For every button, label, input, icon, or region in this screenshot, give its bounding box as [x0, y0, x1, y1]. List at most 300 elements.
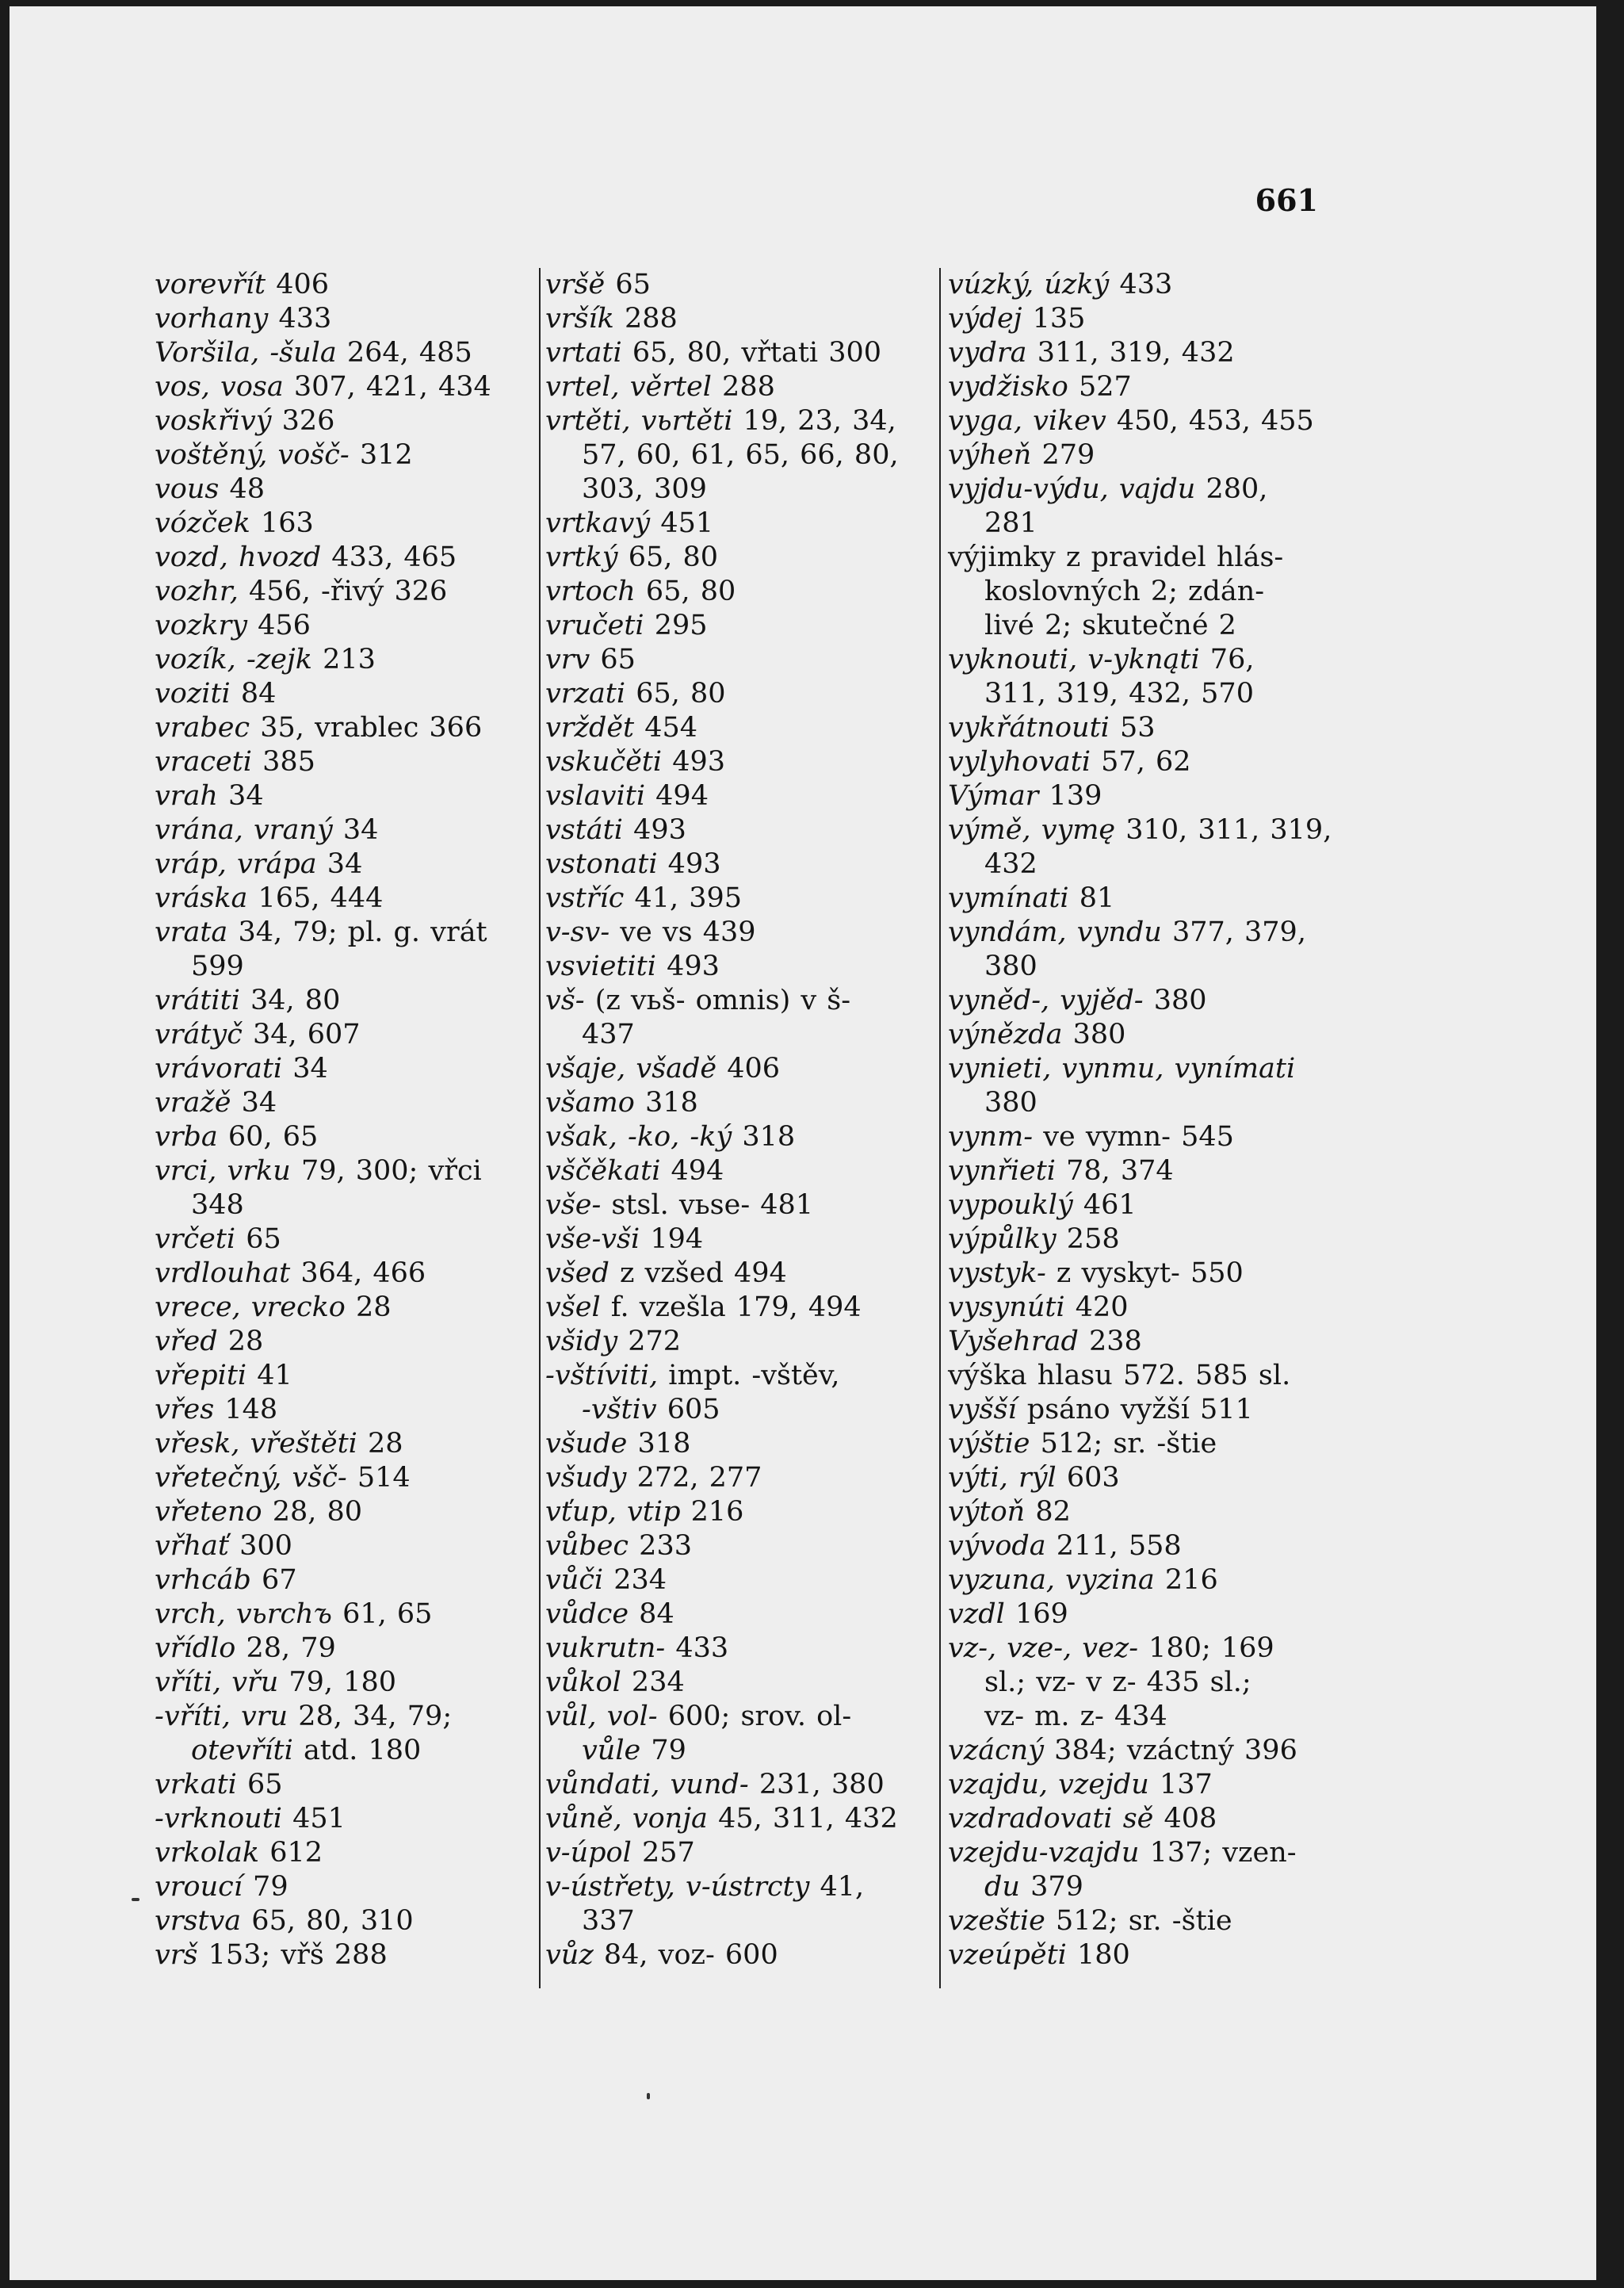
- headword: vrátyč: [155, 1019, 243, 1050]
- index-entry-continuation: [948, 1666, 1348, 1700]
- index-entry: [155, 1052, 527, 1086]
- index-entry-continuation: [545, 1904, 942, 1938]
- page-references: 348: [191, 1189, 244, 1221]
- index-entry: [545, 1768, 942, 1802]
- index-entry: [155, 916, 527, 950]
- index-entry: [155, 1938, 527, 1972]
- headword: Vyšehrad: [948, 1326, 1079, 1357]
- headword: vrčeti: [155, 1223, 236, 1255]
- headword: všudy: [545, 1462, 627, 1494]
- page-references: 79, 180: [278, 1666, 396, 1698]
- page-references: 153; vřš 288: [197, 1939, 388, 1971]
- page-references: 65, 80: [625, 678, 726, 710]
- page-references: 432: [984, 848, 1037, 880]
- index-entry: [545, 711, 942, 745]
- headword: vz-, vze-, vez-: [948, 1632, 1139, 1664]
- index-entry: [545, 882, 942, 916]
- index-entry: [545, 1120, 942, 1154]
- index-entry: [155, 1666, 527, 1700]
- index-entry: [545, 1495, 942, 1529]
- headword: vrždět: [545, 712, 635, 744]
- page-references: 272: [617, 1326, 682, 1357]
- column-divider-2: [939, 268, 941, 1988]
- page-references: 79: [640, 1735, 686, 1766]
- index-entry: [155, 1768, 527, 1802]
- index-entry: [545, 1291, 942, 1325]
- headword: vúzký, úzký: [948, 269, 1110, 300]
- page-references: 257: [631, 1837, 695, 1869]
- index-entry: [948, 1632, 1348, 1666]
- index-entry: [948, 1222, 1348, 1257]
- page-references: 19, 23, 34,: [732, 405, 896, 437]
- page-references: 28: [345, 1291, 392, 1323]
- index-entry: [948, 1802, 1348, 1836]
- page-references: 81: [1068, 882, 1115, 914]
- page-references: 28, 79: [235, 1632, 336, 1664]
- index-entry: [545, 370, 942, 404]
- dictionary-page: [10, 6, 1596, 2280]
- index-entry: [948, 1563, 1348, 1597]
- margin-mark: [132, 1898, 139, 1901]
- index-entry: [155, 1393, 527, 1427]
- index-entry: [155, 1529, 527, 1563]
- page-references: 41,: [809, 1871, 865, 1903]
- headword: vřes: [155, 1394, 215, 1425]
- headword: v-sv-: [545, 916, 610, 948]
- page-references: 60, 65: [217, 1121, 319, 1153]
- headword: vražě: [155, 1087, 231, 1119]
- page-references: impt. -vštěv,: [658, 1360, 840, 1391]
- headword: vzejdu-vzajdu: [948, 1837, 1140, 1869]
- headword: vyněd-, vyjěd-: [948, 985, 1144, 1016]
- index-entry: [948, 404, 1348, 438]
- headword: vřed: [155, 1326, 218, 1357]
- headword: vzeúpěti: [948, 1939, 1067, 1971]
- page-references: 34: [282, 1053, 328, 1085]
- page-references: výjimky z pravidel hlás-: [948, 541, 1284, 573]
- headword: vydra: [948, 337, 1027, 369]
- page-references: 364, 466: [290, 1257, 426, 1289]
- page-references: 137; vzen-: [1139, 1837, 1297, 1869]
- headword: vzdl: [948, 1598, 1005, 1630]
- index-entry: [545, 677, 942, 711]
- page-references: 318: [732, 1121, 796, 1153]
- page-references: 35, vrablec 366: [250, 712, 483, 744]
- page-references: 67: [250, 1564, 297, 1596]
- headword: vzdradovati sě: [948, 1803, 1154, 1835]
- headword: -vrknouti: [155, 1803, 282, 1835]
- index-entry: [948, 438, 1348, 473]
- page-references: koslovných 2; zdán-: [984, 576, 1265, 607]
- page-references: vz- m. z- 434: [984, 1701, 1167, 1732]
- page-references: 34, 80: [239, 985, 341, 1016]
- page-references: ve vs 439: [609, 916, 756, 948]
- index-entry: [155, 1018, 527, 1052]
- index-entry: [948, 1120, 1348, 1154]
- headword: vorhany: [155, 303, 269, 335]
- index-entry: [948, 984, 1348, 1018]
- headword: vzeštie: [948, 1905, 1045, 1937]
- index-entry: [155, 268, 527, 302]
- headword: vyšší: [948, 1394, 1017, 1425]
- index-entry: [545, 1597, 942, 1632]
- headword: všaje, všadě: [545, 1053, 717, 1085]
- index-entry: [948, 1325, 1348, 1359]
- page-references: 406: [716, 1053, 781, 1085]
- page-references: 326: [271, 405, 335, 437]
- headword: vroucí: [155, 1871, 243, 1903]
- index-entry: [155, 1291, 527, 1325]
- index-entry: [545, 1086, 942, 1120]
- index-entry: [545, 813, 942, 847]
- page-references: (z vьš- omnis) v š-: [584, 985, 851, 1016]
- page-references: 238: [1078, 1326, 1142, 1357]
- index-entry-continuation: [545, 473, 942, 507]
- index-entry: [948, 302, 1348, 336]
- headword: všamo: [545, 1087, 635, 1119]
- headword: vslaviti: [545, 780, 646, 812]
- index-entry: [948, 1393, 1348, 1427]
- page-references: 379: [1019, 1871, 1083, 1903]
- index-entry: [948, 1529, 1348, 1563]
- headword: vše-vši: [545, 1223, 640, 1255]
- page-references: 514: [346, 1462, 411, 1494]
- page-references: 380: [1062, 1019, 1126, 1050]
- headword: vřesk, vřeštěti: [155, 1428, 357, 1460]
- page-references: 65: [590, 644, 636, 675]
- index-entry: [155, 1597, 527, 1632]
- index-entry: [948, 1461, 1348, 1495]
- index-entry: [545, 1666, 942, 1700]
- index-entry: [545, 643, 942, 677]
- index-entry: [948, 1768, 1348, 1802]
- page-references: výška hlasu 572. 585 sl.: [948, 1360, 1291, 1391]
- headword: výpůlky: [948, 1223, 1057, 1255]
- page-references: 310, 311, 319,: [1115, 814, 1332, 846]
- index-entry: [948, 1938, 1348, 1972]
- index-entry: [155, 1836, 527, 1870]
- page-references: 57, 60, 61, 65, 66, 80,: [582, 439, 899, 471]
- headword: vůdce: [545, 1598, 629, 1630]
- headword: otevříti: [191, 1735, 293, 1766]
- index-entry: [155, 370, 527, 404]
- headword: vše-: [545, 1189, 602, 1221]
- index-entry: [545, 1870, 942, 1904]
- headword: vťup, vtip: [545, 1496, 681, 1528]
- headword: vozík, -zejk: [155, 644, 312, 675]
- page-references: 65: [605, 269, 651, 300]
- page-references: 493: [662, 746, 725, 778]
- headword: vstáti: [545, 814, 623, 846]
- page-references: 84: [230, 678, 277, 710]
- headword: vřídlo: [155, 1632, 236, 1664]
- headword: vráp, vrápa: [155, 848, 317, 880]
- index-entry: [545, 1154, 942, 1188]
- index-entry: [155, 1086, 527, 1120]
- index-entry: [155, 677, 527, 711]
- index-entry: [155, 1802, 527, 1836]
- headword: vrtoch: [545, 576, 636, 607]
- index-entry: [155, 302, 527, 336]
- index-entry: [948, 473, 1348, 507]
- index-entry: [545, 541, 942, 575]
- page-references: z vyskyt- 550: [1045, 1257, 1244, 1289]
- headword: -vštíviti,: [545, 1360, 659, 1391]
- index-entry: [545, 1563, 942, 1597]
- index-entry: [155, 1461, 527, 1495]
- page-references: 135: [1022, 303, 1086, 335]
- headword: v-ústřety, v-ústrcty: [545, 1871, 810, 1903]
- index-entry: [155, 507, 527, 541]
- index-entry-continuation: [948, 1870, 1348, 1904]
- headword: vymínati: [948, 882, 1069, 914]
- page-references: 234: [603, 1564, 667, 1596]
- headword: vyndám, vyndu: [948, 916, 1162, 948]
- page-references: 303, 309: [582, 473, 707, 505]
- index-entry: [155, 1700, 527, 1734]
- headword: vraceti: [155, 746, 252, 778]
- page-references: 165, 444: [247, 882, 384, 914]
- index-entry: [948, 643, 1348, 677]
- index-entry: [545, 984, 942, 1018]
- headword: vzácný: [948, 1735, 1044, 1766]
- page-references: sl.; vz- v z- 435 sl.;: [984, 1666, 1251, 1698]
- page-references: stsl. vьse- 481: [601, 1189, 814, 1221]
- index-entry-continuation: [948, 677, 1348, 711]
- page-references: 79, 300; vřci: [290, 1155, 482, 1187]
- index-entry: [545, 1222, 942, 1257]
- index-entry: [155, 1359, 527, 1393]
- headword: vynm-: [948, 1121, 1034, 1153]
- headword: vrhcáb: [155, 1564, 251, 1596]
- page-references: 34: [332, 814, 379, 846]
- page-references: 599: [191, 951, 244, 982]
- page-references: 65: [236, 1769, 283, 1800]
- page-references: 612: [259, 1837, 323, 1869]
- headword: -vštiv: [582, 1394, 657, 1425]
- page-references: 454: [634, 712, 698, 744]
- headword: vrabec: [155, 712, 250, 744]
- page-references: 34, 607: [242, 1019, 361, 1050]
- page-references: 34: [231, 1087, 277, 1119]
- page-references: 318: [627, 1428, 691, 1460]
- headword: vrata: [155, 916, 228, 948]
- headword: vukrutn-: [545, 1632, 666, 1664]
- headword: vrtati: [545, 337, 622, 369]
- headword: výštie: [948, 1428, 1030, 1460]
- headword: vzajdu, vzejdu: [948, 1769, 1149, 1800]
- page-references: 384; vzáctný 396: [1044, 1735, 1297, 1766]
- headword: vozkry: [155, 610, 247, 641]
- headword: vypouklý: [948, 1189, 1073, 1221]
- index-entry: [545, 336, 942, 370]
- page-references: 65, 80: [635, 576, 736, 607]
- index-entry: [155, 473, 527, 507]
- page-references: 65, 80, 310: [241, 1905, 414, 1937]
- index-entry-continuation: [155, 1188, 527, 1222]
- headword: vůkol: [545, 1666, 621, 1698]
- headword: vrch, vьrchъ: [155, 1598, 332, 1630]
- page-references: 65, 80: [617, 541, 719, 573]
- headword: vrána, vraný: [155, 814, 333, 846]
- index-entry: [155, 1154, 527, 1188]
- headword: vozd, hvozd: [155, 541, 322, 573]
- headword: vůči: [545, 1564, 604, 1596]
- index-entry: [948, 916, 1348, 950]
- headword: vrstva: [155, 1905, 242, 1937]
- page-references: 28, 34, 79;: [288, 1701, 453, 1732]
- page-references: 180: [1066, 1939, 1130, 1971]
- page-references: 137: [1148, 1769, 1213, 1800]
- headword: všude: [545, 1428, 628, 1460]
- index-entry: [948, 1904, 1348, 1938]
- page-references: 380: [1143, 985, 1207, 1016]
- headword: vůně, vonja: [545, 1803, 708, 1835]
- index-entry: [948, 1291, 1348, 1325]
- index-entry: [545, 779, 942, 813]
- page-references: ve vymn- 545: [1033, 1121, 1234, 1153]
- headword: vrkati: [155, 1769, 237, 1800]
- page-references: 45, 311, 432: [707, 1803, 898, 1835]
- page-references: 605: [656, 1394, 720, 1425]
- page-references: 34: [316, 848, 363, 880]
- page-references: 279: [1031, 439, 1095, 471]
- index-entry: [155, 847, 527, 882]
- index-entry: [948, 541, 1348, 575]
- page-references: 295: [644, 610, 708, 641]
- headword: všel: [545, 1291, 601, 1323]
- headword: vózček: [155, 507, 250, 539]
- headword: vysynúti: [948, 1291, 1065, 1323]
- index-entry: [155, 1257, 527, 1291]
- index-entry: [545, 1802, 942, 1836]
- page-references: 281: [984, 507, 1037, 539]
- page-references: 231, 380: [748, 1769, 885, 1800]
- index-entry: [545, 1427, 942, 1461]
- headword: vrkolak: [155, 1837, 260, 1869]
- page-references: 337: [582, 1905, 635, 1937]
- index-entry: [155, 745, 527, 779]
- index-entry: [155, 984, 527, 1018]
- page-references: 28: [217, 1326, 264, 1357]
- page-references: 79: [242, 1871, 288, 1903]
- page-references: z vzšed 494: [609, 1257, 787, 1289]
- headword: vršík: [545, 303, 614, 335]
- headword: výti, rýl: [948, 1462, 1057, 1494]
- headword: vynřieti: [948, 1155, 1056, 1187]
- index-entry: [545, 916, 942, 950]
- page-references: 169: [1004, 1598, 1068, 1630]
- headword: voskřivý: [155, 405, 272, 437]
- page-number: 661: [1255, 182, 1318, 218]
- index-entry: [545, 1632, 942, 1666]
- headword: vorevřít: [155, 269, 266, 300]
- headword: vystyk-: [948, 1257, 1046, 1289]
- index-entry: [948, 1836, 1348, 1870]
- index-entry: [155, 541, 527, 575]
- index-entry: [948, 779, 1348, 813]
- index-entry: [545, 1836, 942, 1870]
- index-entry: [545, 1325, 942, 1359]
- headword: vrš: [155, 1939, 198, 1971]
- headword: vyzuna, vyzina: [948, 1564, 1155, 1596]
- headword: vrtěti, vьrtěti: [545, 405, 733, 437]
- page-references: 300: [228, 1530, 292, 1562]
- index-entry: [545, 1461, 942, 1495]
- index-entry: [155, 1427, 527, 1461]
- headword: voštěný, vošč-: [155, 439, 350, 471]
- page-references: 406: [266, 269, 329, 300]
- index-entry-continuation: [155, 1734, 527, 1768]
- page-references: 433, 465: [321, 541, 457, 573]
- page-references: 380: [984, 1087, 1037, 1119]
- headword: vyga, vikev: [948, 405, 1106, 437]
- page-references: 311, 319, 432, 570: [984, 678, 1254, 710]
- index-entry: [545, 1257, 942, 1291]
- headword: voziti: [155, 678, 231, 710]
- index-entry: [545, 847, 942, 882]
- index-entry: [948, 1052, 1348, 1086]
- headword: všed: [545, 1257, 609, 1289]
- index-entry: [545, 1052, 942, 1086]
- index-entry: [155, 1632, 527, 1666]
- page-references: 307, 421, 434: [283, 371, 491, 403]
- page-references: 34, 79; pl. g. vrát: [227, 916, 487, 948]
- page-references: 28: [357, 1428, 403, 1460]
- index-entry: [155, 575, 527, 609]
- page-references: 76,: [1199, 644, 1255, 675]
- headword: du: [984, 1871, 1020, 1903]
- index-entry: [948, 336, 1348, 370]
- page-references: 65, 80, vřtati 300: [621, 337, 882, 369]
- headword: vručeti: [545, 610, 644, 641]
- page-references: 234: [621, 1666, 685, 1698]
- page-references: 493: [657, 848, 721, 880]
- page-references: 494: [645, 780, 709, 812]
- page-references: 380: [984, 951, 1037, 982]
- headword: vůle: [582, 1735, 641, 1766]
- index-entry: [155, 438, 527, 473]
- page-references: 211, 558: [1045, 1530, 1182, 1562]
- headword: vstonati: [545, 848, 658, 880]
- headword: vrtel, věrtel: [545, 371, 712, 403]
- page-references: 272, 277: [626, 1462, 762, 1494]
- index-entry: [155, 1495, 527, 1529]
- headword: vrtký: [545, 541, 618, 573]
- headword: Voršila, -šula: [155, 337, 337, 369]
- index-entry: [948, 1734, 1348, 1768]
- page-references: 84, voz- 600: [593, 1939, 778, 1971]
- page-references: 603: [1056, 1462, 1120, 1494]
- index-entry: [545, 1359, 942, 1393]
- page-references: 34: [217, 780, 264, 812]
- index-entry-continuation: [948, 507, 1348, 541]
- headword: vskučěti: [545, 746, 663, 778]
- page-references: 512; sr. -štie: [1045, 1905, 1232, 1937]
- headword: vrdlouhat: [155, 1257, 291, 1289]
- page-references: 41, 395: [624, 882, 743, 914]
- page-references: 512; sr. -štie: [1030, 1428, 1217, 1460]
- headword: -vříti, vru: [155, 1701, 288, 1732]
- index-entry-continuation: [155, 950, 527, 984]
- index-entry: [948, 1597, 1348, 1632]
- headword: vřeteno: [155, 1496, 262, 1528]
- page-references: 420: [1064, 1291, 1129, 1323]
- index-entry: [545, 507, 942, 541]
- index-entry-continuation: [545, 1734, 942, 1768]
- page-references: 163: [250, 507, 314, 539]
- headword: vydžisko: [948, 371, 1068, 403]
